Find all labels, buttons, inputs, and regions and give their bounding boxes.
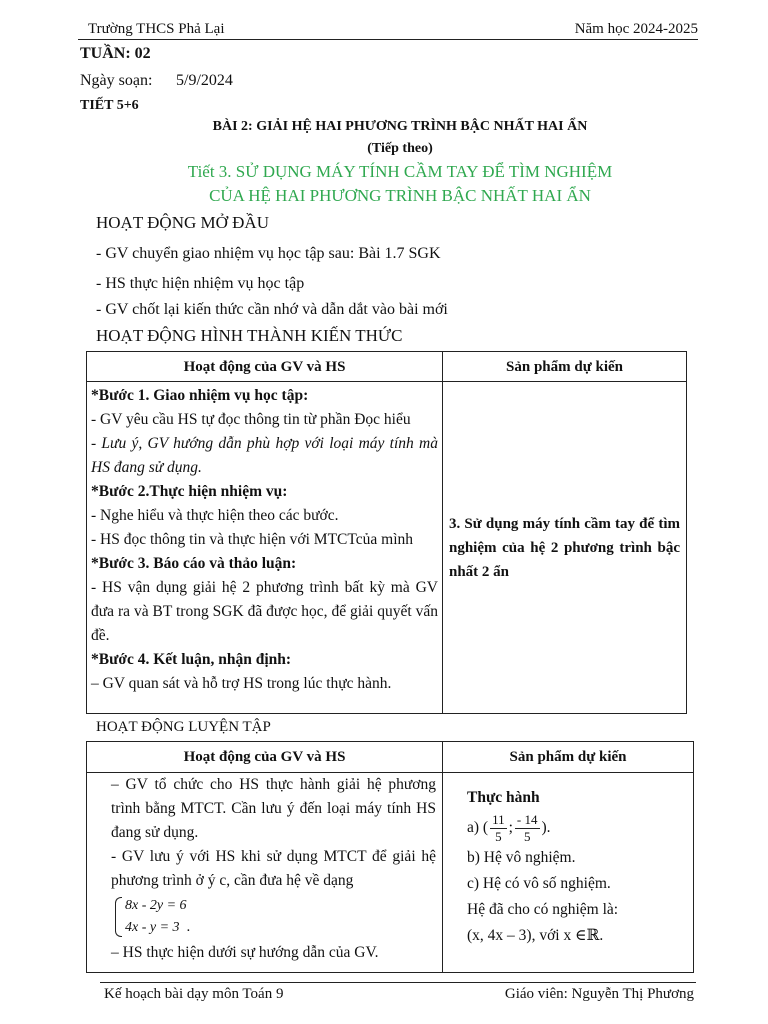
- step-line: - HS đọc thông tin và thực hiện với MTCTcủa mình: [91, 531, 414, 548]
- practice-line: – GV tổ chức cho HS thực hành giải hệ phương trình bằng MTCT. Cần lưu ý đến loại máy tính HS đang sử dụng.: [111, 776, 436, 841]
- practice-heading: HOẠT ĐỘNG LUYỆN TẬP: [96, 719, 271, 735]
- fraction-1: [490, 812, 507, 845]
- practice-line: – HS thực hiện dưới sự hướng dẫn của GV.: [111, 944, 379, 961]
- knowledge-table: [86, 351, 687, 714]
- step-note: - Lưu ý, GV hướng dẫn phù hợp với loại máy tính mà HS đang sử dụng.: [91, 435, 438, 476]
- opening-line: - GV chuyển giao nhiệm vụ học tập sau: Bài 1.7 SGK: [96, 245, 441, 262]
- column-header-product: Sản phẩm dự kiến: [443, 352, 687, 382]
- practice-table: [86, 741, 694, 973]
- section-title-line1: Tiết 3. SỬ DỤNG MÁY TÍNH CẦM TAY ĐỂ TÌM NGHIỆM: [187, 162, 613, 181]
- product-cell: 3. Sử dụng máy tính cầm tay để tìm nghiệm của hệ 2 phương trình bậc nhất 2 ẩn: [443, 382, 687, 714]
- fraction-1-denominator: 5: [495, 828, 502, 844]
- answer-b: b) Hệ vô nghiệm.: [467, 849, 576, 866]
- step-line: - GV yêu cầu HS tự đọc thông tin từ phần Đọc hiểu: [91, 411, 411, 428]
- footer-divider: [100, 982, 696, 983]
- fraction-2-denominator: 5: [523, 828, 531, 844]
- answer-c: c) Hệ có vô số nghiệm.: [467, 875, 611, 892]
- column-header-activity: Hoạt động của GV và HS: [87, 742, 443, 773]
- step-line: – GV quan sát và hỗ trợ HS trong lúc thực hành.: [91, 675, 392, 692]
- practice-product-cell: [443, 773, 694, 973]
- step-heading: *Bước 4. Kết luận, nhận định:: [91, 651, 292, 668]
- practice-activity-cell: [87, 773, 443, 973]
- fraction-2: [515, 812, 540, 845]
- step-line: - HS vận dụng giải hệ 2 phương trình bất kỳ mà GV đưa ra và BT trong SGK đã được học, để giải quyết vấn đề.: [91, 579, 438, 644]
- column-header-product: Sản phẩm dự kiến: [443, 742, 694, 773]
- opening-heading: HOẠT ĐỘNG MỞ ĐẦU: [96, 213, 269, 232]
- section-title-line2: CỦA HỆ HAI PHƯƠNG TRÌNH BẬC NHẤT HAI ẨN: [209, 186, 591, 205]
- answer-a: [443, 811, 693, 845]
- footer-teacher: Giáo viên: Nguyễn Thị Phương: [504, 986, 694, 1002]
- step-heading: *Bước 1. Giao nhiệm vụ học tập:: [91, 387, 309, 404]
- fraction-2-numerator: - 14: [516, 811, 538, 827]
- fraction-1-numerator: 11: [492, 811, 505, 827]
- school-name: Trường THCS Phả Lại: [88, 21, 225, 37]
- opening-line: - GV chốt lại kiến thức cần nhớ và dẫn dắt vào bài mới: [96, 301, 448, 318]
- column-header-activity: Hoạt động của GV và HS: [87, 352, 443, 382]
- system-brace: [115, 895, 187, 939]
- week-label: TUẦN: 02: [80, 45, 151, 62]
- practice-product-title: Thực hành: [467, 789, 540, 806]
- answer-solution: (x, 4x – 3), với x ∈ℝ.: [467, 927, 604, 944]
- step-heading: *Bước 2.Thực hiện nhiệm vụ:: [91, 483, 288, 500]
- lesson-title: BÀI 2: GIẢI HỆ HAI PHƯƠNG TRÌNH BẬC NHẤT HAI ẨN: [212, 119, 588, 134]
- equation-1: 8x - 2y = 6: [125, 898, 187, 913]
- answer-note: Hệ đã cho có nghiệm là:: [467, 901, 619, 918]
- equation-system: [115, 895, 436, 939]
- step-line: - Nghe hiểu và thực hiện theo các bước.: [91, 507, 339, 524]
- lesson-continued: (Tiếp theo): [367, 141, 433, 156]
- opening-line: - HS thực hiện nhiệm vụ học tập: [96, 275, 305, 292]
- activity-cell: [87, 382, 443, 714]
- system-end: .: [186, 919, 191, 935]
- equation-2: 4x - y = 3: [125, 920, 180, 935]
- step-heading: *Bước 3. Báo cáo và thảo luận:: [91, 555, 297, 572]
- date-value: 5/9/2024: [176, 72, 233, 89]
- practice-line: - GV lưu ý với HS khi sử dụng MTCT để giải hệ phương trình ở ý c, cần đưa hệ về dạng: [111, 848, 436, 889]
- school-year: Năm học 2024-2025: [574, 21, 698, 37]
- footer-plan-title: Kế hoạch bài dạy môn Toán 9: [104, 986, 284, 1002]
- answer-a-prefix: a) (: [467, 819, 489, 836]
- answer-a-suffix: ).: [541, 819, 551, 836]
- period-label: TIẾT 5+6: [80, 98, 139, 113]
- answer-a-separator: ;: [508, 819, 513, 836]
- header-divider: [78, 39, 698, 40]
- knowledge-heading: HOẠT ĐỘNG HÌNH THÀNH KIẾN THỨC: [96, 326, 403, 345]
- date-label: Ngày soạn:: [80, 72, 153, 89]
